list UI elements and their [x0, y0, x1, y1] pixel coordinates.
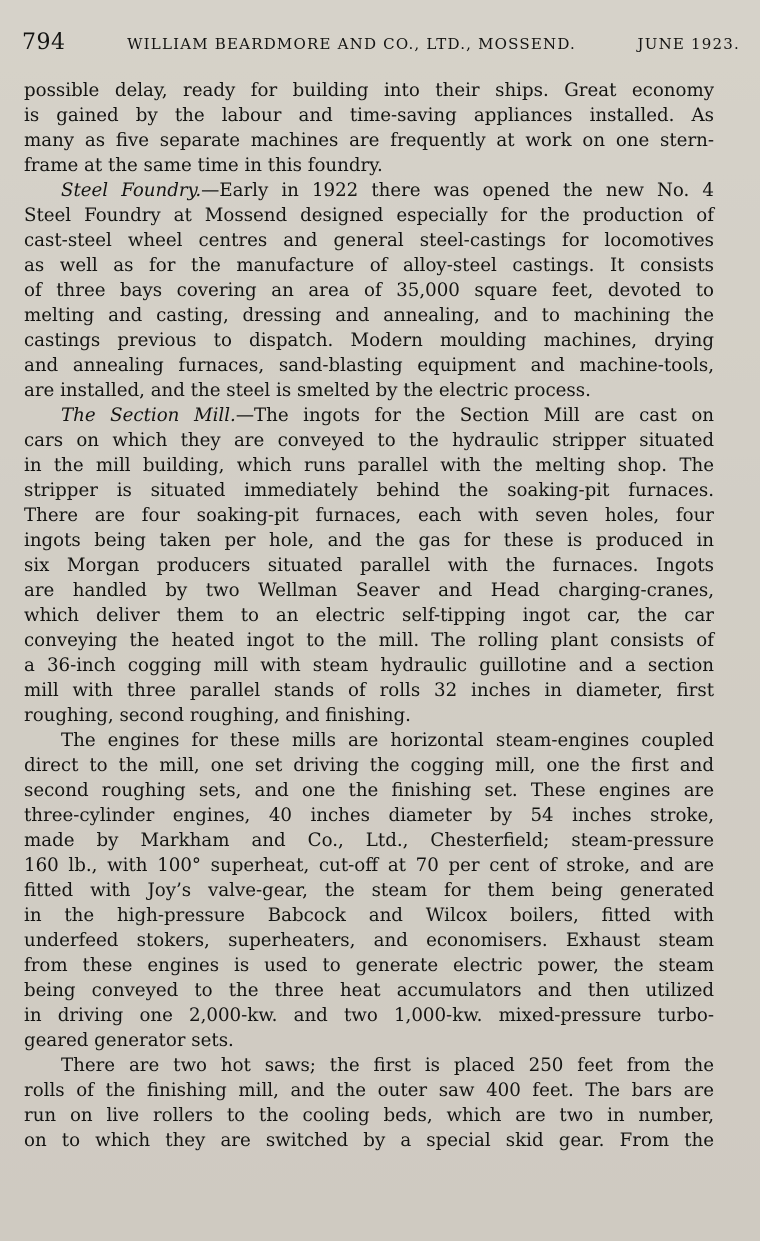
- text-line: [24, 503, 714, 528]
- line-text: being conveyed to the three heat accumulators and then utilized: [24, 980, 714, 1001]
- text-line: [24, 128, 714, 153]
- text-line: [24, 1028, 714, 1053]
- text-line: [24, 1003, 714, 1028]
- text-line: [24, 378, 714, 403]
- text-line: [24, 403, 714, 428]
- text-line: [24, 1053, 714, 1078]
- text-line: [24, 178, 714, 203]
- text-line: [24, 778, 714, 803]
- text-line: [24, 828, 714, 853]
- text-line: [24, 753, 714, 778]
- line-text: are handled by two Wellman Seaver and Head charging-cranes,: [24, 580, 714, 601]
- line-text: mill with three parallel stands of rolls 32 inches in diameter, first: [24, 680, 714, 701]
- text-line: [24, 228, 714, 253]
- text-line: [24, 303, 714, 328]
- text-line: [24, 1103, 714, 1128]
- text-line: [24, 328, 714, 353]
- line-text: direct to the mill, one set driving the cogging mill, one the first and: [24, 755, 714, 776]
- text-line: [24, 603, 714, 628]
- line-text: of three bays covering an area of 35,000 square feet, devoted to: [24, 280, 714, 301]
- text-line: [24, 203, 714, 228]
- line-text: frame at the same time in this foundry.: [24, 155, 383, 176]
- text-line: [24, 628, 714, 653]
- text-line: [24, 253, 714, 278]
- line-text: are installed, and the steel is smelted by the electric process.: [24, 380, 591, 401]
- line-text: 160 lb., with 100° superheat, cut-off at 70 per cent of stroke, and are: [24, 855, 714, 876]
- text-line: [24, 878, 714, 903]
- header-date: JUNE 1923.: [637, 35, 740, 53]
- text-line: [24, 478, 714, 503]
- line-text: cars on which they are conveyed to the hydraulic stripper situated: [24, 430, 714, 451]
- line-text: cast-steel wheel centres and general steel-castings for locomotives: [24, 230, 714, 251]
- text-line: [24, 903, 714, 928]
- line-text: Steel Foundry at Mossend designed especially for the production of: [24, 205, 714, 226]
- line-text: possible delay, ready for building into their ships. Great economy: [24, 80, 714, 101]
- line-text: three-cylinder engines, 40 inches diameter by 54 inches stroke,: [24, 805, 714, 826]
- line-text: is gained by the labour and time-saving appliances installed. As: [24, 105, 714, 126]
- text-line: [24, 853, 714, 878]
- line-text: six Morgan producers situated parallel with the furnaces. Ingots: [24, 555, 714, 576]
- line-text: fitted with Joy’s valve-gear, the steam for them being generated: [24, 880, 714, 901]
- text-line: [24, 928, 714, 953]
- line-text: rolls of the finishing mill, and the outer saw 400 feet. The bars are: [24, 1080, 714, 1101]
- text-line: [24, 578, 714, 603]
- body-text: [24, 78, 714, 1153]
- text-line: [24, 153, 714, 178]
- line-text: many as five separate machines are frequently at work on one stern-: [24, 130, 714, 151]
- line-text: geared generator sets.: [24, 1030, 234, 1051]
- text-line: [24, 953, 714, 978]
- text-line: [24, 103, 714, 128]
- line-text: and annealing furnaces, sand-blasting equipment and machine-tools,: [24, 355, 714, 376]
- line-text: roughing, second roughing, and finishing.: [24, 705, 411, 726]
- section-heading: Steel Foundry.: [61, 180, 202, 201]
- line-text: castings previous to dispatch. Modern moulding machines, drying: [24, 330, 714, 351]
- line-text: a 36-inch cogging mill with steam hydraulic guillotine and a section: [24, 655, 714, 676]
- line-text: made by Markham and Co., Ltd., Chesterfield; steam-pressure: [24, 830, 714, 851]
- text-line: [24, 1128, 714, 1153]
- text-line: [24, 728, 714, 753]
- text-line: [24, 703, 714, 728]
- text-line: [24, 528, 714, 553]
- text-line: [24, 678, 714, 703]
- text-line: [24, 453, 714, 478]
- line-text: conveying the heated ingot to the mill. The rolling plant consists of: [24, 630, 714, 651]
- text-line: [24, 428, 714, 453]
- section-heading: The Section Mill.: [61, 405, 236, 426]
- line-text: in the high-pressure Babcock and Wilcox boilers, fitted with: [24, 905, 714, 926]
- line-text: in driving one 2,000-kw. and two 1,000-kw. mixed-pressure turbo-: [24, 1005, 714, 1026]
- line-text: on to which they are switched by a special skid gear. From the: [24, 1130, 714, 1151]
- line-text: —The ingots for the Section Mill are cast on: [235, 405, 714, 426]
- line-text: stripper is situated immediately behind the soaking-pit furnaces.: [24, 480, 714, 501]
- line-text: which deliver them to an electric self-tipping ingot car, the car: [24, 605, 714, 626]
- line-text: ingots being taken per hole, and the gas for these is produced in: [24, 530, 714, 551]
- running-head: WILLIAM BEARDMORE AND CO., LTD., MOSSEND.: [127, 35, 576, 53]
- text-line: [24, 978, 714, 1003]
- text-line: [24, 1078, 714, 1103]
- line-text: from these engines is used to generate electric power, the steam: [24, 955, 714, 976]
- text-line: [24, 803, 714, 828]
- page-number: 794: [22, 30, 66, 55]
- text-line: [24, 653, 714, 678]
- line-text: in the mill building, which runs parallel with the melting shop. The: [24, 455, 714, 476]
- line-text: There are two hot saws; the first is placed 250 feet from the: [61, 1055, 714, 1076]
- line-text: run on live rollers to the cooling beds, which are two in number,: [24, 1105, 714, 1126]
- text-line: [24, 553, 714, 578]
- line-text: as well as for the manufacture of alloy-steel castings. It consists: [24, 255, 714, 276]
- text-line: [24, 78, 714, 103]
- line-text: underfeed stokers, superheaters, and economisers. Exhaust steam: [24, 930, 714, 951]
- line-text: melting and casting, dressing and annealing, and to machining the: [24, 305, 714, 326]
- text-line: [24, 278, 714, 303]
- line-text: —Early in 1922 there was opened the new No. 4: [201, 180, 714, 201]
- line-text: There are four soaking-pit furnaces, each with seven holes, four: [24, 505, 714, 526]
- page-header: [22, 30, 740, 60]
- line-text: The engines for these mills are horizontal steam-engines coupled: [61, 730, 714, 751]
- text-line: [24, 353, 714, 378]
- line-text: second roughing sets, and one the finishing set. These engines are: [24, 780, 714, 801]
